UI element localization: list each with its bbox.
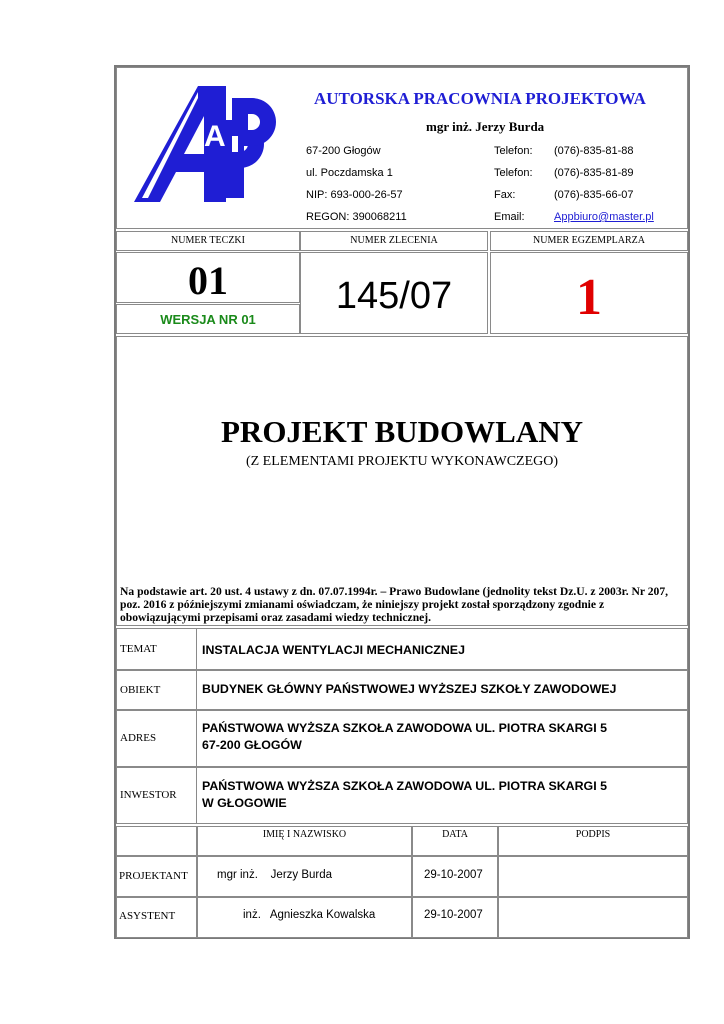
adres-label: ADRES: [120, 732, 157, 744]
sig-row1-sign-cell: [498, 856, 688, 897]
logo-letter-a: A: [204, 120, 226, 153]
egzemplarza-label: NUMER EGZEMPLARZA: [533, 235, 645, 246]
company-name: AUTORSKA PRACOWNIA PROJEKTOWA: [314, 89, 646, 108]
sig-row2-sign-cell: [498, 897, 688, 938]
temat-label: TEMAT: [120, 643, 157, 655]
obiekt-label: OBIEKT: [120, 684, 161, 696]
phone2-label: Telefon:: [494, 167, 533, 179]
adres-line1: PAŃSTWOWA WYŻSZA SZKOŁA ZAWODOWA UL. PIOTRA SKARGI 5: [202, 721, 607, 735]
temat-value: INSTALACJA WENTYLACJI MECHANICZNEJ: [202, 643, 465, 657]
teczka-number: 01: [188, 258, 228, 303]
address-street: ul. Poczdamska 1: [306, 167, 393, 179]
sig-row1-name: mgr inż. Jerzy Burda: [217, 869, 333, 881]
address-city: 67-200 Głogów: [306, 145, 381, 157]
owner-name: mgr inż. Jerzy Burda: [426, 119, 545, 134]
project-subtitle: (Z ELEMENTAMI PROJEKTU WYKONAWCZEGO): [245, 454, 559, 469]
sig-row1-date: 29-10-2007: [424, 869, 483, 881]
phone2-value: (076)-835-81-89: [554, 167, 634, 179]
order-number: 145/07: [335, 275, 453, 317]
obiekt-value: BUDYNEK GŁÓWNY PAŃSTWOWEJ WYŻSZEJ SZKOŁY ZAWODOWEJ: [202, 682, 617, 696]
email-label: Email:: [494, 211, 525, 223]
zlecenia-label: NUMER ZLECENIA: [350, 235, 438, 246]
inwestor-label: INWESTOR: [120, 789, 177, 801]
nip-number: NIP: 693-000-26-57: [306, 189, 403, 201]
sig-row2-role: ASYSTENT: [119, 910, 176, 922]
col-name-header: IMIĘ I NAZWISKO: [262, 829, 347, 840]
project-title: PROJEKT BUDOWLANY: [221, 414, 583, 449]
col-sign-header: PODPIS: [575, 829, 611, 840]
project-section: [116, 336, 688, 626]
phone1-value: (076)-835-81-88: [554, 145, 634, 157]
sig-row1-role: PROJEKTANT: [119, 870, 188, 882]
inwestor-line2: W GŁOGOWIE: [202, 796, 287, 810]
sig-row2-date: 29-10-2007: [424, 909, 483, 921]
col-date-header: DATA: [442, 829, 468, 840]
email-link[interactable]: Appbiuro@master.pl: [554, 211, 654, 223]
teczka-label: NUMER TECZKI: [171, 235, 245, 246]
adres-line2: 67-200 GŁOGÓW: [202, 738, 302, 752]
sig-row2-name: inż. Agnieszka Kowalska: [243, 909, 376, 921]
regon-number: REGON: 390068211: [306, 211, 407, 223]
phone1-label: Telefon:: [494, 145, 533, 157]
inwestor-line1: PAŃSTWOWA WYŻSZA SZKOŁA ZAWODOWA UL. PIOTRA SKARGI 5: [202, 779, 607, 793]
sig-header-blank: [116, 826, 197, 856]
fax-value: (076)-835-66-07: [554, 189, 634, 201]
copy-number: 1: [576, 269, 602, 326]
company-logo: [128, 80, 278, 206]
fax-label: Fax:: [494, 189, 516, 201]
legal-statement: Na podstawie art. 20 ust. 4 ustawy z dn. 07.07.1994r. – Prawo Budowlane (jednolity tekst Dz.U. z 2003r. Nr 207, poz. 2016 z późniejszymi zmianami oświadczam, że niniejszy projekt został sporządzony zgodnie z obowiązującymi przepisami oraz zasadami wiedzy technicznej.: [120, 585, 669, 624]
version-label: WERSJA NR 01: [160, 312, 256, 327]
